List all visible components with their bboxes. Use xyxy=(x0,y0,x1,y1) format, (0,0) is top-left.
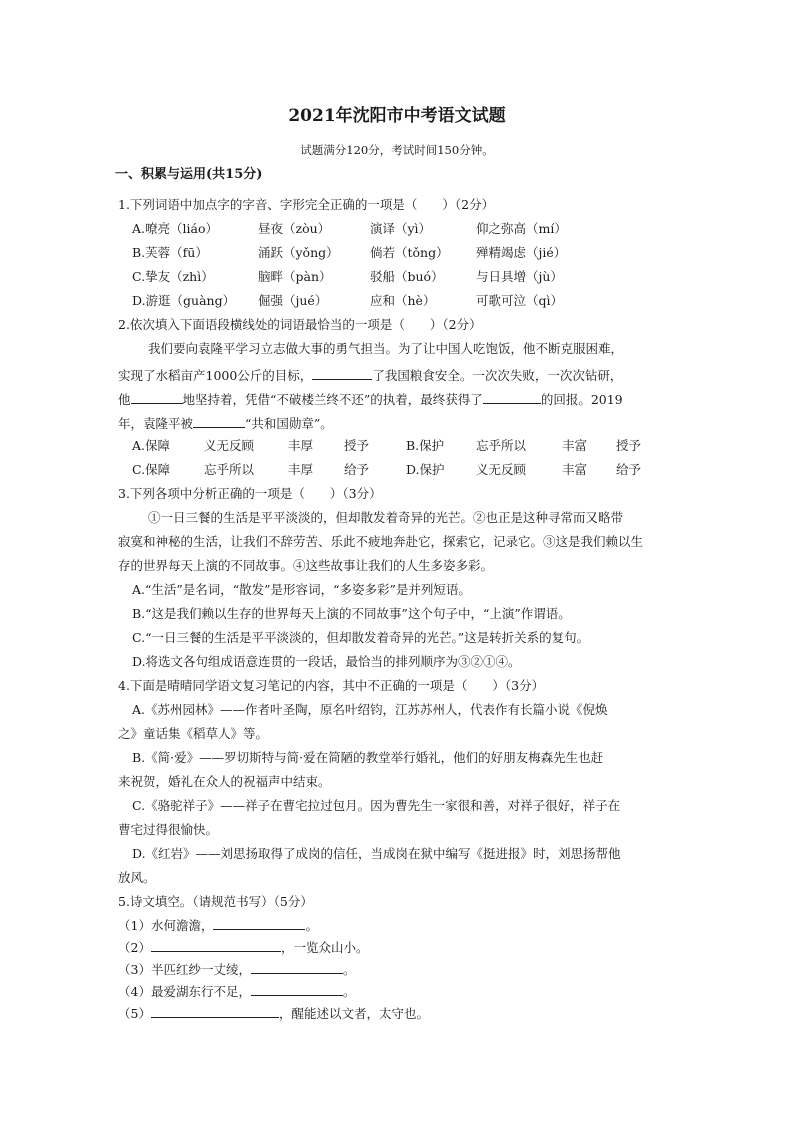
q3-option-c: C.“一日三餐的生活是平平淡淡的，但却散发着奇异的光芒。”这是转折关系的复句。 xyxy=(132,630,590,645)
q2-word: 忘乎所以 xyxy=(204,462,255,477)
q2-option-row xyxy=(132,437,692,455)
q3-option-b: B.“这是我们赖以生存的世界每天上演的不同故事”这个句子中，“上演”作谓语。 xyxy=(132,606,571,621)
question-5-stem: 5.诗文填空。（请规范书写）（5分） xyxy=(118,894,313,909)
q2-text: 了我国粮食安全。一次次失败，一次次钻研， xyxy=(372,368,623,383)
q4-option-c-cont: 曹宅过得很愉快。 xyxy=(118,822,219,837)
question-4-stem: 4.下面是晴晴同学语文复习笔记的内容，其中不正确的一项是（ ）（3分） xyxy=(118,678,545,693)
q1-word: 涌跃（yǒng） xyxy=(258,245,339,260)
fill-blank[interactable] xyxy=(131,389,183,404)
q1-word: 可歌可泣（qì） xyxy=(476,293,563,308)
q1-word: 昼夜（zòu） xyxy=(258,221,331,236)
q5-line xyxy=(118,937,368,957)
q2-text: “共和国勋章”。 xyxy=(245,416,333,431)
fill-blank[interactable] xyxy=(193,413,245,428)
fill-blank[interactable] xyxy=(312,365,372,380)
question-2-stem: 2.依次填入下面语段横线处的词语最恰当的一项是（ ）（2分） xyxy=(118,317,482,332)
q2-word: 丰厚 xyxy=(288,438,314,453)
q1-word: 仰之弥高（mí） xyxy=(476,221,567,236)
question-1-stem: 1.下列词语中加点字的字音、字形完全正确的一项是（ ）（2分） xyxy=(118,197,495,212)
q1-word: 驳船（buó） xyxy=(370,269,444,284)
q2-text: 地坚持着，凭借“不破楼兰终不还”的执着，最终获得了 xyxy=(182,392,483,407)
q2-word: 给予 xyxy=(344,462,370,477)
fill-blank[interactable] xyxy=(483,389,541,404)
q2-word: 给予 xyxy=(616,462,642,477)
question-3-stem: 3.下列各项中分析正确的一项是（ ）（3分） xyxy=(118,486,382,501)
q2-word: 义无反顾 xyxy=(204,438,255,453)
q2-passage-line xyxy=(118,389,623,409)
q5-text: （1）水何澹澹， xyxy=(118,918,214,933)
fill-blank[interactable] xyxy=(151,1003,279,1018)
fill-blank[interactable] xyxy=(213,915,305,930)
q1-option-row xyxy=(132,268,692,286)
q1-word: 与日具增（jù） xyxy=(476,269,563,284)
q2-option-d: D.保护 xyxy=(406,462,445,477)
q2-text: 年，袁隆平被 xyxy=(118,416,194,431)
q1-word: 脑畔（pàn） xyxy=(258,269,332,284)
q2-word: 丰富 xyxy=(562,462,588,477)
q2-option-a: A.保障 xyxy=(132,438,171,453)
q3-passage-line: 存的世界每天上演的不同故事。④这些故事让我们的人生多姿多彩。 xyxy=(118,558,494,573)
q2-word: 授予 xyxy=(344,438,370,453)
q1-option-row xyxy=(132,292,692,310)
q5-text: ，醒能述以文者，太守也。 xyxy=(278,1006,429,1021)
q2-option-b: B.保护 xyxy=(406,438,445,453)
q2-word: 丰富 xyxy=(562,438,588,453)
page-title: 2021年沈阳市中考语文试题 xyxy=(288,106,506,126)
q3-passage-line: 寂寞和神秘的生活，让我们不辞劳苦、乐此不疲地奔赴它，探索它，记录它。③这是我们赖以生 xyxy=(118,534,644,549)
q5-line xyxy=(118,959,355,979)
q3-passage-line: ①一日三餐的生活是平平淡淡的，但却散发着奇异的光芒。②也正是这种寻常而又略带 xyxy=(148,510,624,525)
q2-word: 丰厚 xyxy=(288,462,314,477)
q1-word: 殚精竭虑（jié） xyxy=(476,245,567,260)
q5-text: ，一览众山小。 xyxy=(280,940,369,955)
q2-text: 实现了水稻亩产1000公斤的目标， xyxy=(118,368,313,383)
q1-word: 应和（hè） xyxy=(370,293,436,308)
q2-passage-line xyxy=(118,365,622,385)
q3-option-d: D.将选文各句组成语意连贯的一段话，最恰当的排列顺序为③②①④。 xyxy=(132,654,521,669)
q2-passage-line xyxy=(118,413,333,433)
q1-word: 倘若（tǒng） xyxy=(370,245,449,260)
fill-blank[interactable] xyxy=(251,981,343,996)
section-heading: 一、积累与运用(共15分) xyxy=(115,167,263,182)
q2-text: 的回报。2019 xyxy=(540,392,623,407)
fill-blank[interactable] xyxy=(151,937,281,952)
q2-word: 义无反顾 xyxy=(476,462,527,477)
q1-option-a: A.嘹亮（liáo） xyxy=(132,221,218,236)
q2-word: 授予 xyxy=(616,438,642,453)
q2-option-c: C.保障 xyxy=(132,462,171,477)
q2-text: 他 xyxy=(118,392,131,407)
q2-option-row xyxy=(132,461,692,479)
q4-option-d: D.《红岩》——刘思扬取得了成岗的信任，当成岗在狱中编写《挺进报》时，刘思扬帮他 xyxy=(132,846,621,861)
q5-text: （5） xyxy=(118,1006,151,1021)
exam-instructions: 试题满分120分，考试时间150分钟。 xyxy=(300,143,494,157)
q4-option-d-cont: 放风。 xyxy=(118,870,156,885)
q4-option-c: C.《骆驼祥子》——祥子在曹宅拉过包月。因为曹先生一家很和善，对祥子很好，祥子在 xyxy=(132,798,621,813)
q5-text: 。 xyxy=(305,918,318,933)
fill-blank[interactable] xyxy=(251,959,343,974)
q5-text: （4）最爱湖东行不足， xyxy=(118,984,251,999)
q4-option-a: A.《苏州园林》——作者叶圣陶，原名叶绍钧，江苏苏州人，代表作有长篇小说《倪焕 xyxy=(132,702,608,717)
q4-option-b: B.《简·爱》——罗切斯特与简·爱在简陋的教堂举行婚礼，他们的好朋友梅森先生也赶 xyxy=(132,750,604,765)
q5-text: （3）半匹红纱一丈绫， xyxy=(118,962,251,977)
q1-option-c: C.挚友（zhì） xyxy=(132,269,214,284)
q4-option-b-cont: 来祝贺，婚礼在众人的祝福声中结束。 xyxy=(118,774,331,789)
q1-option-row xyxy=(132,244,692,262)
q1-word: 演译（yì） xyxy=(370,221,432,236)
q5-text: 。 xyxy=(342,962,356,977)
q2-passage-line: 我们要向袁隆平学习立志做大事的勇气担当。为了让中国人吃饱饭，他不断克服困难， xyxy=(148,341,624,356)
q5-text: 。 xyxy=(342,984,356,999)
q2-word: 忘乎所以 xyxy=(476,438,527,453)
q1-option-d: D.游逛（guàng） xyxy=(132,293,236,308)
q5-line xyxy=(118,915,318,935)
q5-line xyxy=(118,1003,429,1023)
q1-word: 倔强（jué） xyxy=(258,293,328,308)
q5-text: （2） xyxy=(118,940,151,955)
q1-option-b: B.芙蓉（fū） xyxy=(132,245,208,260)
q4-option-a-cont: 之》童话集《稻草人》等。 xyxy=(118,726,269,741)
q3-option-a: A.“生活”是名词，“散发”是形容词，“多姿多彩”是并列短语。 xyxy=(132,582,471,597)
q5-line xyxy=(118,981,355,1001)
q1-option-row xyxy=(132,220,692,238)
